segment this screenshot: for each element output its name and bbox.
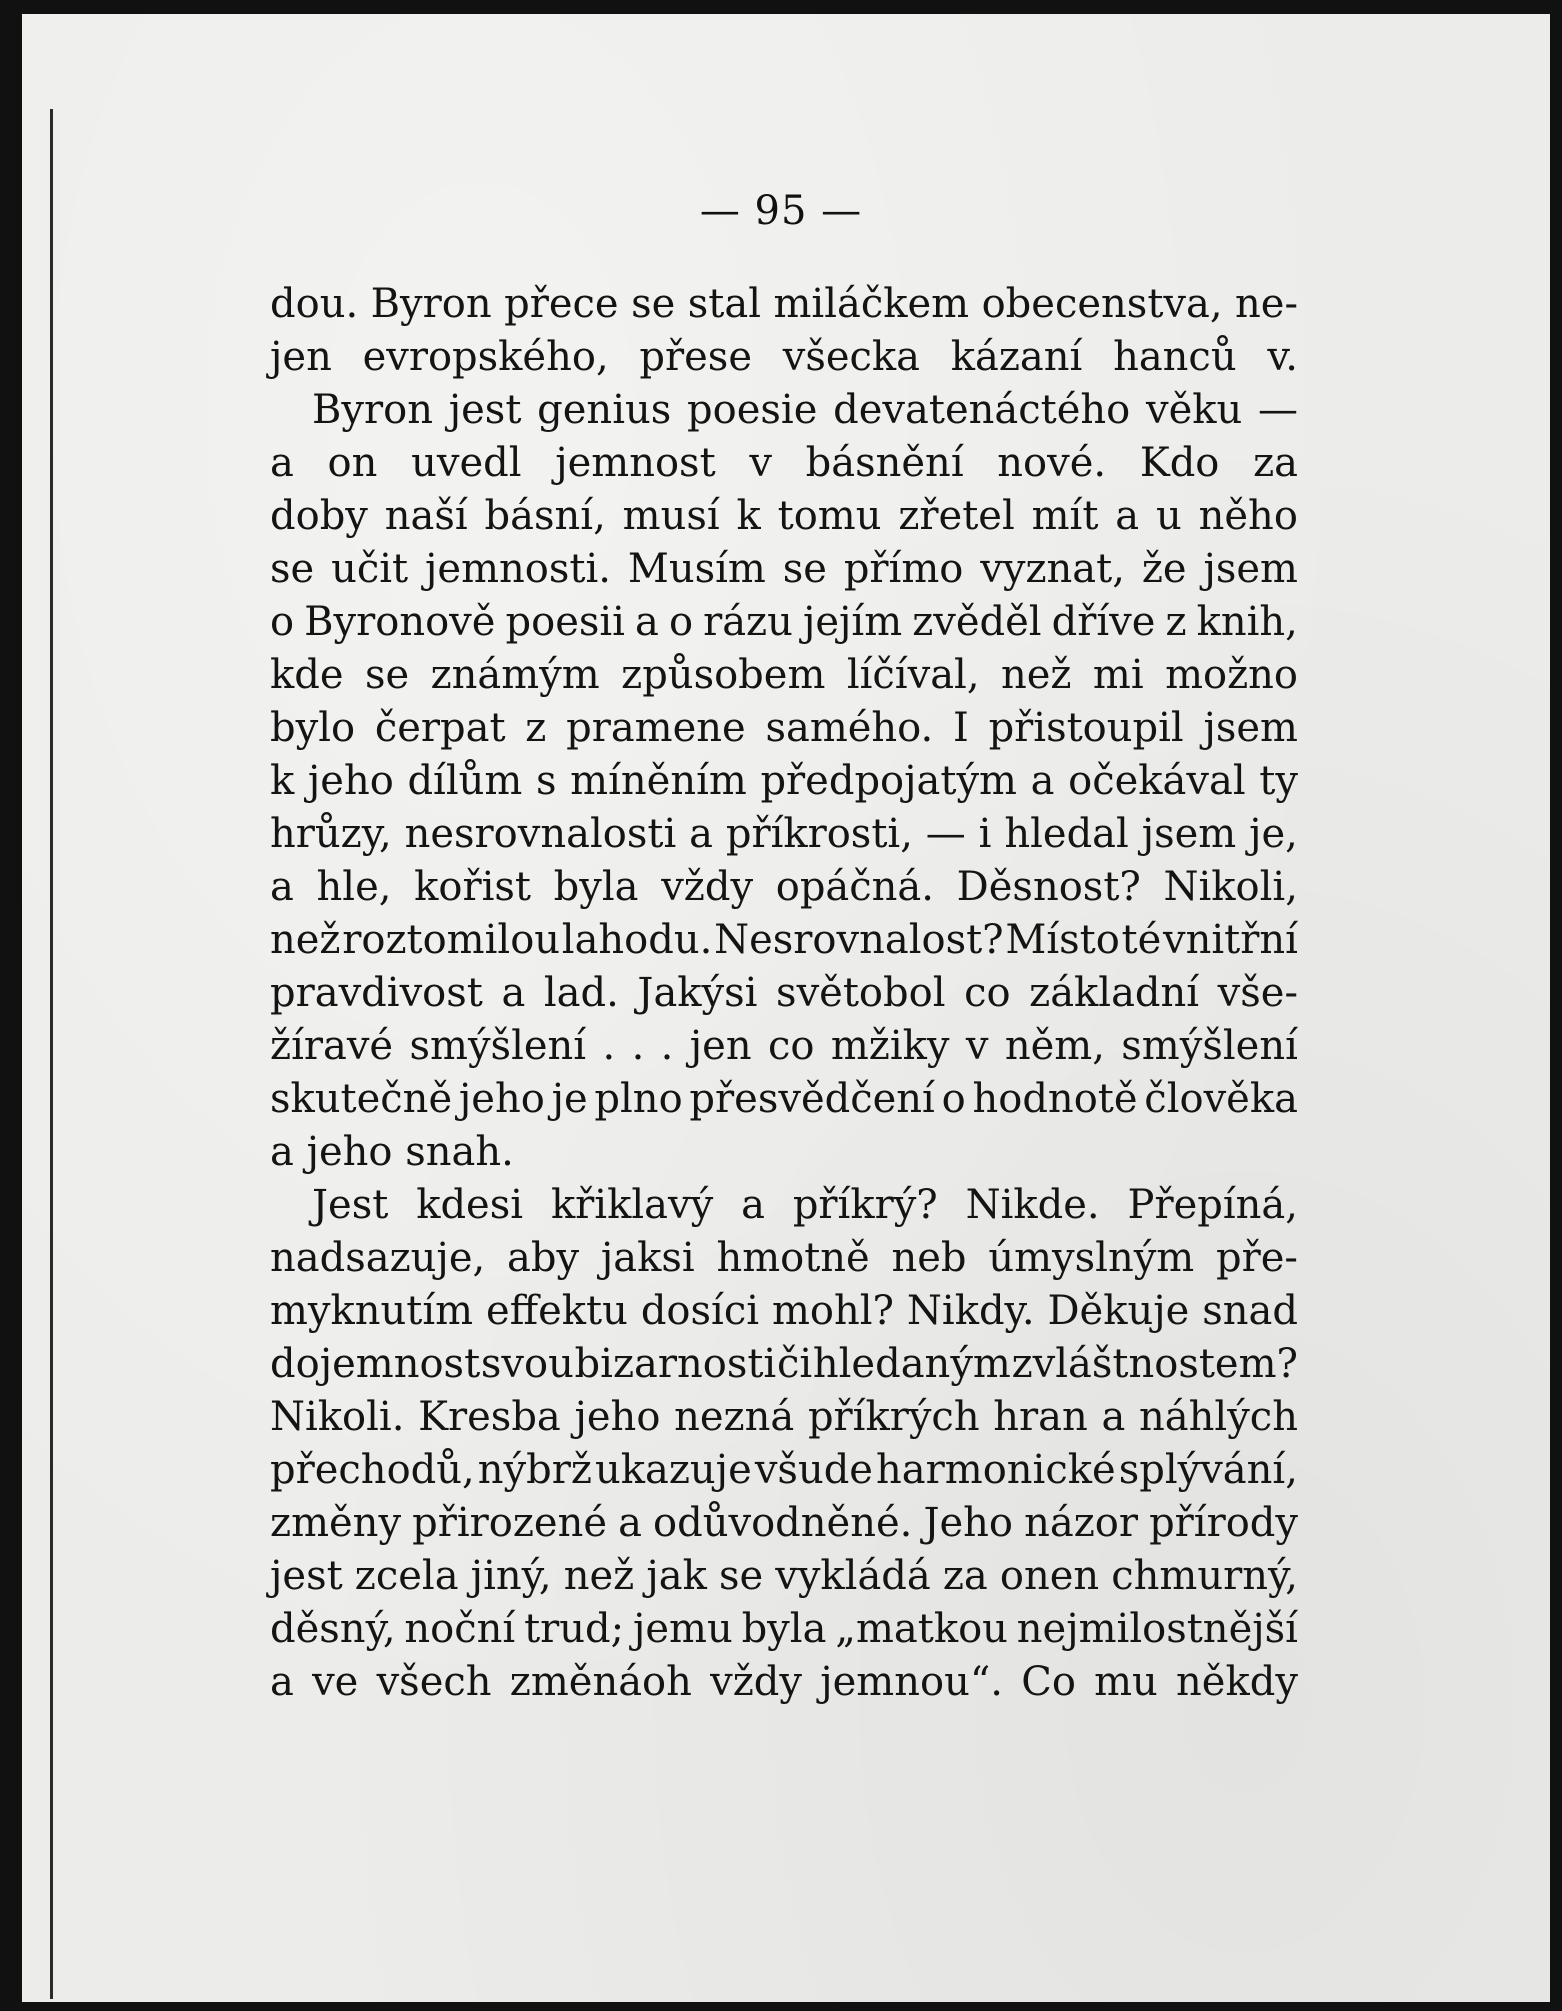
text-line: změny přirozené a odůvodněné. Jeho názor přírody [270, 1500, 1298, 1546]
text-line: nadsazuje, aby jaksi hmotně neb úmyslným pře- [270, 1235, 1298, 1281]
text-line: jest zcela jiný, než jak se vykládá za onen chmurný, [270, 1553, 1298, 1599]
text-line: a ve všech změnáoh vždy jemnou“. Co mu někdy [270, 1659, 1298, 1705]
text-line: Nikoli. Kresba jeho nezná příkrých hran a náhlých [270, 1394, 1298, 1440]
text-line: jen evropského, přese všecka kázaní hanců v. [270, 334, 1298, 380]
text-line: Byron jest genius poesie devatenáctého věku — [312, 387, 1298, 433]
text-line: přechodů, nýbrž ukazuje všude harmonické splývání, [270, 1447, 1298, 1493]
text-line: hrůzy, nesrovnalosti a příkrosti, — i hledal jsem je, [270, 811, 1298, 857]
text-line: dojemnost svou bizarnosti či hledaným zvláštnostem? [270, 1341, 1298, 1387]
text-line: děsný, noční trud; jemu byla „matkou nejmilostnější [270, 1606, 1298, 1652]
text-line: k jeho dílům s míněním předpojatým a očekával ty [270, 758, 1298, 804]
text-line: o Byronově poesii a o rázu jejím zvěděl dříve z knih, [270, 599, 1298, 645]
page-number: — 95 — [699, 188, 863, 234]
text-line: doby naší básní, musí k tomu zřetel mít a u něho [270, 493, 1298, 539]
text-line: dou. Byron přece se stal miláčkem obecenstva, ne- [270, 281, 1298, 327]
text-line: a on uvedl jemnost v básnění nové. Kdo za [270, 440, 1298, 486]
text-line: bylo čerpat z pramene samého. I přistoupil jsem [270, 705, 1298, 751]
binding-edge [50, 109, 53, 1999]
text-line: se učit jemnosti. Musím se přímo vyznat, že jsem [270, 546, 1298, 592]
text-line: kde se známým způsobem líčíval, než mi možno [270, 652, 1298, 698]
text-line: než roztomilou lahodu. Nesrovnalost? Místo té vnitřní [270, 917, 1298, 963]
text-line: skutečně jeho je plno přesvědčení o hodnotě člověka [270, 1076, 1298, 1122]
text-line: a jeho snah. [270, 1129, 514, 1175]
text-line: Jest kdesi křiklavý a příkrý? Nikde. Přepíná, [312, 1182, 1298, 1228]
text-line: žíravé smýšlení . . . jen co mžiky v něm, smýšlení [270, 1023, 1298, 1069]
text-line: myknutím effektu dosíci mohl? Nikdy. Děkuje snad [270, 1288, 1298, 1334]
text-line: a hle, kořist byla vždy opáčná. Děsnost? Nikoli, [270, 864, 1298, 910]
body-text [270, 278, 1298, 1709]
text-line: pravdivost a lad. Jakýsi světobol co základní vše- [270, 970, 1298, 1016]
